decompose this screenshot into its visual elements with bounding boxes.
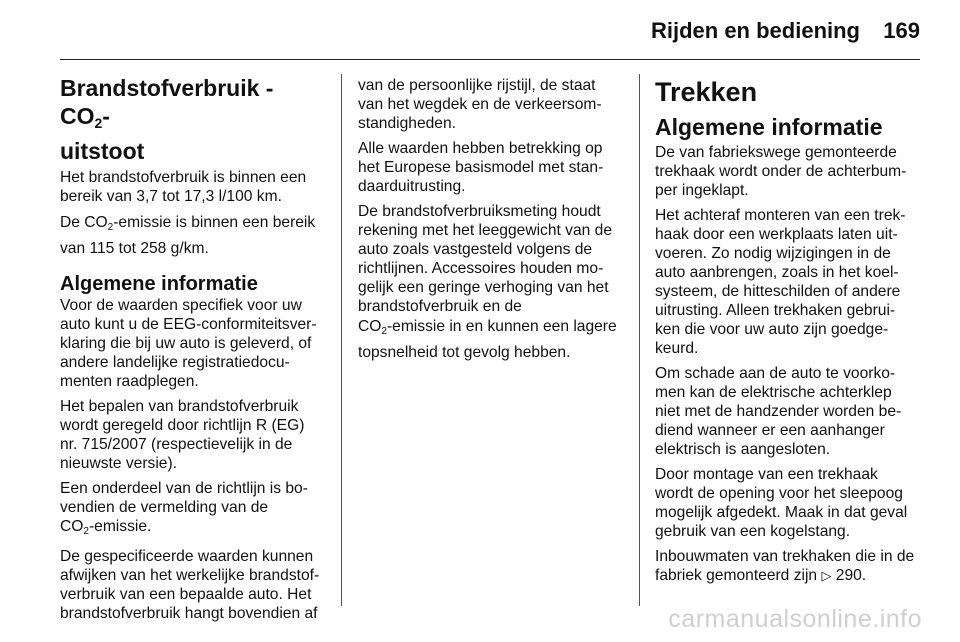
header-divider [60, 59, 920, 60]
column-divider-2 [639, 74, 640, 606]
subheading-general-info: Algemene informatie [655, 114, 883, 140]
triangle-right-icon[interactable]: ▷ [821, 568, 832, 583]
page-reference[interactable]: 290. [835, 567, 867, 584]
paragraph: Voor de waarden specifiek voor uw auto kunt u de EEG-conformiteitsver- klaring die bij uw auto is geleverd, of andere landelijke registratiedocu- menten raadplegen. [60, 297, 317, 390]
paragraph: Om schade aan de auto te voorko- men kan de elektrische achterklep niet met de handzender worden be- diend wanneer er een aanhanger elektrisch is aangesloten. [655, 365, 902, 458]
paragraph: Het bepalen van brandstofverbruik wordt geregeld door richtlijn R (EG) nr. 715/2007 (respectievelijk in de nieuwste versie). [60, 398, 305, 472]
column-2 [358, 76, 626, 368]
paragraph: Een onderdeel van de richtlijn is bo- vendien de vermelding van de $CO_2$-emissie. [60, 480, 308, 537]
column-divider-1 [341, 74, 342, 606]
paragraph: De gespecificeerde waarden kunnen afwijken van het werkelijke brandstof- verbruik van een bepaalde auto. Het brandstofverbruik hangt bovendien af [60, 548, 320, 622]
watermark: carmanualsonline.info [668, 605, 922, 633]
paragraph: Door montage van een trekhaak wordt de opening voor het sleepoog mogelijk afgedekt. Maak in dat geval gebruik van een kogelstang. [655, 466, 908, 540]
paragraph: van de persoonlijke rijstijl, de staat van het wegdek en de verkeersom- standigheden. [358, 77, 602, 132]
section-title: Rijden en bediening [650, 18, 860, 43]
heading-towing: Trekken [655, 77, 758, 107]
paragraph: Alle waarden hebben betrekking op het Europese basismodel met stan- daarduitrusting. [358, 140, 604, 195]
paragraph: Inbouwmaten van trekhaken die in de fabriek gemonteerd zijn ▷ 290. [655, 548, 915, 584]
heading-fuel-consumption: Brandstofverbruik - $CO_2-$ uitstoot [60, 75, 274, 164]
paragraph: Het achteraf monteren van een trek- haak door een werkplaats laten uit- voeren. Zo nodig wijzigingen in de auto aanbrengen, zoals in het koel- systeem, de hitteschilden of andere uitrusting. Alleen trekhaken gebrui- ken die voor uw auto zijn goedge- keurd. [655, 207, 906, 357]
page-header [0, 16, 960, 52]
paragraph: De brandstofverbruiksmeting houdt rekening met het leeggewicht van de auto zoals vastgesteld volgens de richtlijnen. Accessoires houden mo- gelijk een geringe verhoging van het brandstofverbruik en de $CO_2$-emissie in en kunnen een lagere topsnelheid tot gevolg hebben. [358, 203, 617, 361]
paragraph: De $CO_2$-emissie is binnen een bereik van 115 tot 258 g/km. [60, 214, 316, 257]
paragraph: Het brandstofverbruik is binnen een bereik van 3,7 tot 17,3 l/100 km. [60, 169, 307, 205]
column-3 [655, 72, 925, 591]
paragraph: De van fabriekswege gemonteerde trekhaak wordt onder de achterbum- per ingeklapt. [655, 144, 907, 199]
subheading-general-info: Algemene informatie [60, 273, 258, 295]
page-number: 169 [883, 18, 920, 43]
column-1 [60, 74, 328, 629]
